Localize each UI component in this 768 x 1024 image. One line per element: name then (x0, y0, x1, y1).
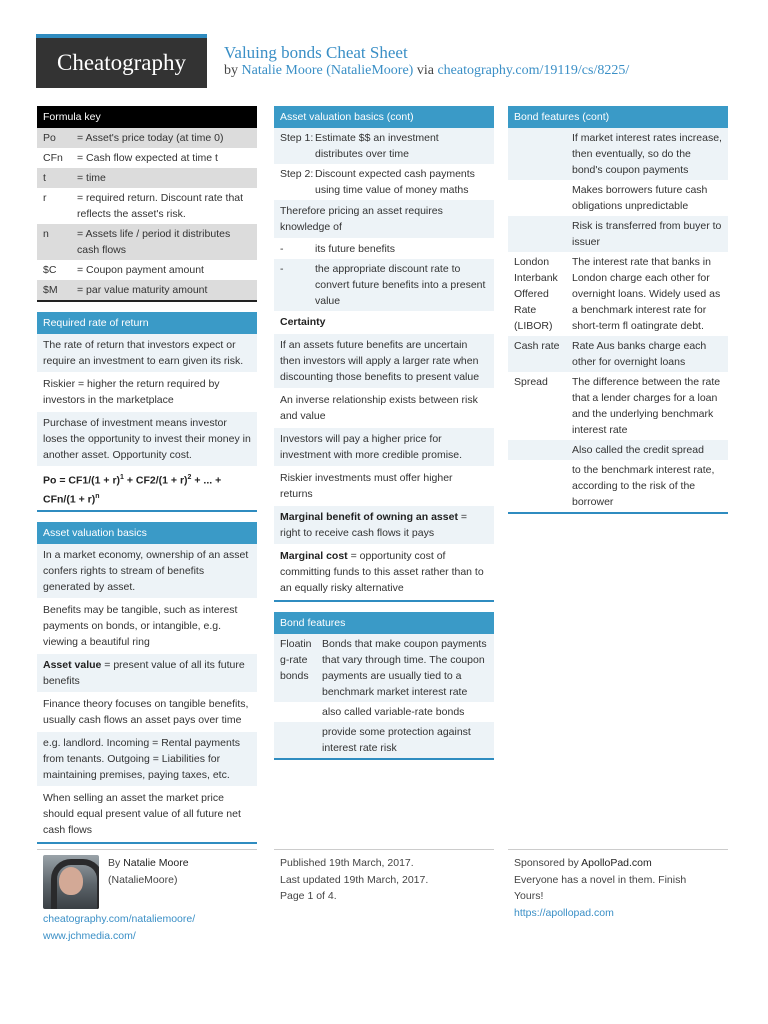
formula-exponent: 2 (187, 474, 192, 481)
asset-basics-row: Benefits may be tangible, such as interest payments on bonds, or intangible, e.g. viewing a beautiful ring (37, 599, 257, 654)
formula-key-term: n (43, 228, 49, 240)
footer-author-line (108, 855, 189, 872)
bond-feature-text: Makes borrowers future cash obligations unpredictable (572, 184, 708, 212)
formula-exponent: n (95, 492, 100, 500)
formula-key-box (37, 106, 257, 302)
content-row: Therefore pricing an asset requires knowledge of (274, 200, 494, 239)
bond-feature-row (508, 440, 728, 460)
asset-basics-box (37, 522, 257, 844)
content-row: An inverse relationship exists between risk and value (274, 389, 494, 428)
footer-by: By (108, 857, 121, 869)
formula-key-row (37, 260, 257, 280)
formula-key-term: $M (43, 284, 58, 296)
column-2 (274, 106, 494, 770)
required-return-heading: Required rate of return (37, 312, 257, 334)
author-link[interactable]: Natalie Moore (NatalieMoore) (241, 63, 414, 78)
site-logo[interactable]: Cheatography (36, 38, 207, 88)
bond-feature-row (508, 128, 728, 180)
bond-feature-row (508, 336, 728, 372)
author-website-link[interactable]: www.jchmedia.com/ (43, 929, 136, 942)
formula-key-definition: = required return. Discount rate that reflects the asset's risk. (77, 192, 244, 220)
bond-feature-text: also called variable-rate bonds (322, 706, 465, 718)
updated-date: Last updated 19th March, 2017. (280, 873, 429, 886)
required-return-row: The rate of return that investors expect or require an investment to earn given its risk. (37, 334, 257, 373)
bond-feature-text: Also called the credit spread (572, 444, 704, 456)
marginal-cost-definition: = opportunity cost of committing funds to this asset rather than to an equally risky alternative (280, 550, 484, 594)
formula-key-definition: = Assets life / period it distributes cash flows (77, 228, 231, 256)
formula-key-row (37, 128, 257, 148)
marginal-cost-term: Marginal cost (280, 550, 348, 562)
bond-feature-row (508, 460, 728, 512)
asset-basics-row: e.g. landlord. Incoming = Rental payments from tenants. Outgoing = Liabilities for maintaining premises, paying taxes, etc. (37, 732, 257, 787)
formula-key-definition: = par value maturity amount (77, 284, 208, 296)
formula-part: + CF2/(1 + r) (123, 474, 188, 487)
bond-feature-term-empty (280, 704, 316, 720)
bond-features-box (274, 612, 494, 760)
formula-exponent: 1 (120, 474, 124, 481)
bond-feature-term-empty (514, 182, 572, 214)
asset-basics-row: When selling an asset the market price should equal present value of all future net cash flows (37, 787, 257, 842)
bond-feature-term-empty (514, 442, 572, 458)
author-profile-link[interactable]: cheatography.com/nataliemoore/ (43, 913, 196, 925)
sheet-url-link[interactable]: cheatography.com/19119/cs/8225/ (437, 63, 630, 78)
formula-key-term: t (43, 172, 46, 184)
spread-term: Spread (514, 376, 548, 388)
dash-bullet: - (280, 243, 284, 255)
bond-feature-row (508, 252, 728, 336)
byline-via: via (416, 63, 434, 78)
dash-row (274, 259, 494, 311)
sponsor-tagline: Everyone has a novel in them. Finish Yours! (514, 873, 687, 902)
step-text: Estimate $$ an investment distributes over time (315, 132, 439, 160)
formula-key-heading: Formula key (37, 106, 257, 128)
bond-feature-row (274, 722, 494, 758)
cash-rate-definition: Rate Aus banks charge each other for overnight loans (572, 340, 707, 368)
dash-row (274, 239, 494, 259)
bond-feature-term-empty (280, 724, 316, 756)
asset-basics-heading: Asset valuation basics (37, 522, 257, 544)
bond-feature-row (508, 180, 728, 216)
asset-basics-cont-box (274, 106, 494, 602)
asset-value-definition: = present value of all its future benefits (43, 659, 245, 687)
bond-feature-row (508, 372, 728, 440)
bond-feature-row (508, 216, 728, 252)
bond-feature-text: Bonds that make coupon payments that vary through time. The coupon payments are usually tied to a benchmark market interest rate (322, 638, 487, 698)
cash-rate-term: Cash rate (514, 340, 560, 352)
present-value-formula (37, 467, 257, 510)
footer-author-handle: (NatalieMoore) (108, 873, 178, 886)
footer-divider (37, 849, 257, 850)
bond-feature-term: Floating-rate bonds (280, 638, 312, 682)
sponsor-name[interactable]: ApolloPad.com (581, 857, 652, 869)
formula-key-term: r (43, 192, 47, 204)
footer-author (108, 855, 189, 888)
marginal-benefit-term: Marginal benefit of owning an asset (280, 511, 458, 523)
certainty-subheading: Certainty (274, 311, 494, 334)
author-avatar[interactable] (43, 855, 99, 909)
required-return-row: Purchase of investment means investor loses the opportunity to invest their money in another asset. Opportunity cost. (37, 412, 257, 467)
formula-key-term: $C (43, 264, 57, 276)
bond-feature-text: Risk is transferred from buyer to issuer (572, 220, 722, 248)
formula-key-definition: = Asset's price today (at time 0) (77, 132, 224, 144)
published-date: Published 19th March, 2017. (280, 857, 414, 869)
byline (224, 63, 629, 79)
step-label: Step 1: (280, 132, 314, 144)
byline-by: by (224, 63, 238, 78)
step-text: Discount expected cash payments using time value of money maths (315, 168, 475, 196)
footer-divider (274, 849, 494, 850)
step-row (274, 164, 494, 200)
asset-basics-cont-heading: Asset valuation basics (cont) (274, 106, 494, 128)
required-return-box (37, 312, 257, 512)
footer-dates (280, 855, 428, 905)
formula-part: Po = CF1/(1 + r) (43, 474, 121, 487)
bond-feature-term-empty (514, 218, 572, 250)
footer-divider (508, 849, 728, 850)
dash-text: its future benefits (315, 243, 395, 255)
formula-part: + ... + CFn/(1 + r) (43, 474, 222, 505)
bond-feature-row (274, 702, 494, 722)
column-1 (37, 106, 257, 854)
sponsor-line (514, 855, 704, 872)
avatar-hood (51, 859, 99, 909)
bond-feature-text: provide some protection against interest rate risk (322, 726, 471, 754)
content-row: Riskier investments must offer higher returns (274, 467, 494, 506)
formula-key-definition: = Cash flow expected at time t (77, 152, 218, 164)
bond-feature-text: If market interest rates increase, then eventually, so do the bond's coupon payments (572, 132, 722, 176)
formula-key-row (37, 148, 257, 168)
content-row: If an assets future benefits are uncertain then investors will apply a larger rate when discounting those benefits to present value (274, 334, 494, 389)
required-return-row: Riskier = higher the return required by investors in the marketplace (37, 373, 257, 412)
formula-key-row (37, 188, 257, 224)
spread-definition: The difference between the rate that a lender charges for a loan and the underlying benchmark interest rate (572, 376, 721, 436)
dash-text: the appropriate discount rate to convert future benefits into a present value (315, 263, 486, 307)
sponsor-url-link[interactable]: https://apollopad.com (514, 906, 614, 919)
asset-basics-row: Finance theory focuses on tangible benefits, usually cash flows an asset pays over time (37, 693, 257, 732)
page-number: Page 1 of 4. (280, 890, 337, 902)
asset-basics-row: In a market economy, ownership of an asset confers rights to stream of benefits generated by asset. (37, 544, 257, 599)
step-row (274, 128, 494, 164)
asset-basics-row (37, 654, 257, 693)
bond-feature-term-empty (514, 462, 572, 510)
formula-key-definition: = Coupon payment amount (77, 264, 204, 276)
formula-key-definition: = time (77, 172, 106, 184)
content-row: Investors will pay a higher price for investment with more credible promise. (274, 428, 494, 467)
formula-key-row (37, 168, 257, 188)
asset-value-term: Asset value (43, 659, 102, 671)
bond-features-cont-heading: Bond features (cont) (508, 106, 728, 128)
libor-term: London Interbank Offered Rate (LIBOR) (514, 256, 558, 332)
bond-features-heading: Bond features (274, 612, 494, 634)
content-row (274, 506, 494, 545)
page-title: Valuing bonds Cheat Sheet (224, 43, 408, 62)
bond-feature-term-empty (514, 130, 572, 178)
footer-sponsor (514, 855, 704, 921)
content-row (274, 545, 494, 600)
marginal-benefit-definition: = right to receive cash flows it pays (280, 511, 467, 539)
formula-key-term: Po (43, 132, 56, 144)
footer-links (43, 911, 195, 944)
column-3 (508, 106, 728, 524)
formula-key-term: CFn (43, 152, 63, 164)
bond-features-cont-box (508, 106, 728, 514)
footer-author-name[interactable]: Natalie Moore (123, 857, 189, 869)
dash-bullet: - (280, 263, 284, 275)
bond-feature-text: to the benchmark interest rate, according to the risk of the borrower (572, 464, 715, 508)
sponsored-by-label: Sponsored by (514, 857, 579, 869)
step-label: Step 2: (280, 168, 314, 180)
bond-feature-row (274, 634, 494, 702)
libor-definition: The interest rate that banks in London charge each other for overnight loans. Widely used as a benchmark interest rate for short-term fl oatingrate debt. (572, 256, 721, 332)
formula-key-row (37, 280, 257, 300)
formula-key-row (37, 224, 257, 260)
